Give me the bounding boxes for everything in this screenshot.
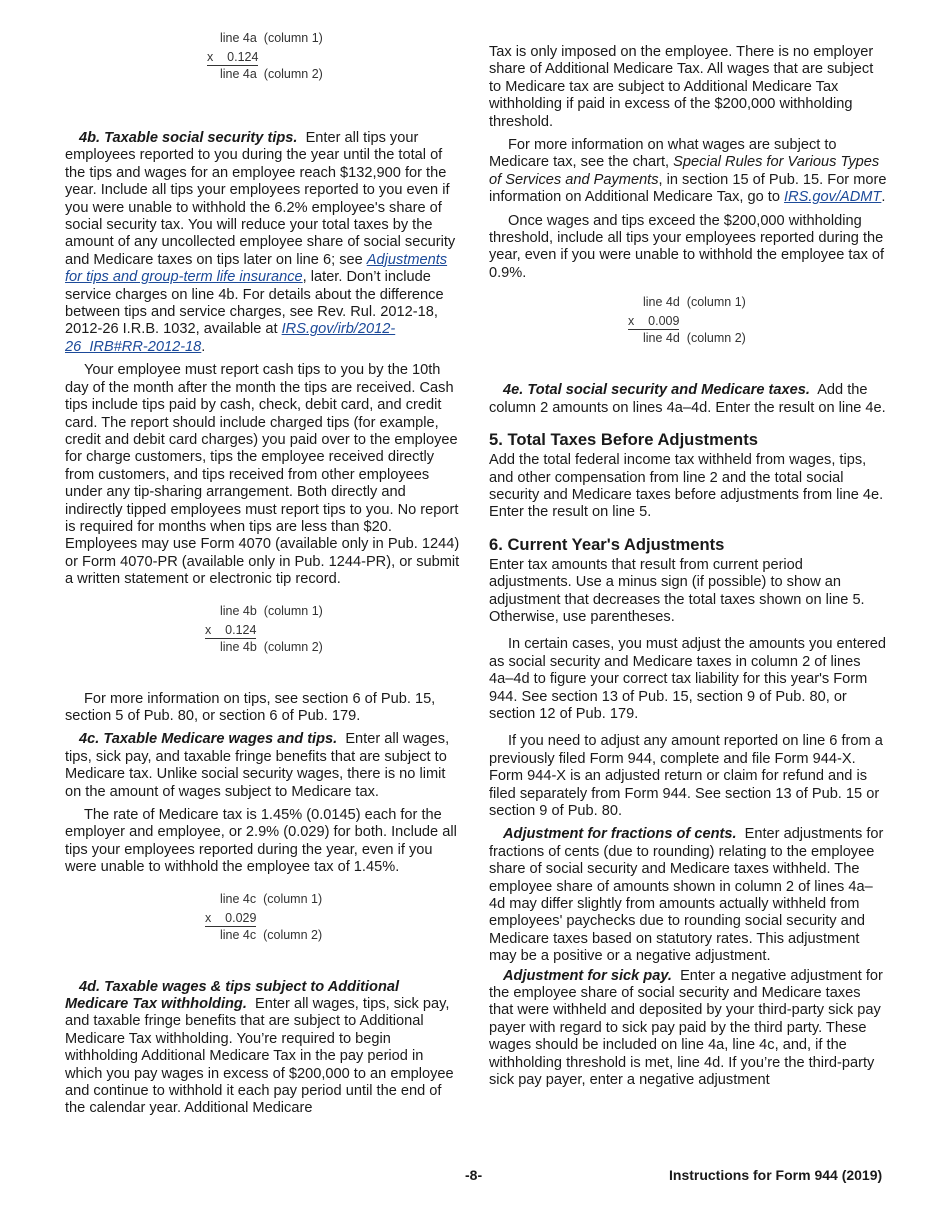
paragraph-cash-tips: Your employee must report cash tips to you by the 10th day of the month after the month the tips are received. Cash tips include tips paid by cash, check, debit card, and credit card. The report should include charged tips (for example, credit and debit card charges) you paid over to the employee for charge customers, tips the employee received directly from customers, and tips received from other employees under any tip-sharing arrangement. Both directly and indirectly tipped employees must report tips to you. No report is required for months when tips are less than $20. Employees may use Form 4070 (available only in Pub. 1244) or Form 4070-PR (available only in Pub. 1244-PR), or submit a written statement or electronic tip record. [65, 362, 460, 588]
paragraph-continued: Tax is only imposed on the employee. There is no employer share of Additional Medicare Tax. All wages that are subject to Medicare tax are subject to Additional Medicare Tax withholding if paid in excess of the $200,000 withholding threshold. [489, 44, 874, 130]
calc-line2: line 4c (column 2) [220, 927, 323, 942]
calc-4c [65, 891, 462, 953]
calc-multiplier: x 0.009 [628, 314, 680, 329]
link-irs-admt[interactable]: IRS.gov/ADMT [784, 189, 882, 206]
calc-multiplier: x 0.124 [205, 622, 257, 637]
paragraph-4b: 4b. Taxable social security tips. Enter all tips your employees reported to you during the year until the total of the tips and wages for an employee reach $132,900 for the year. Include all tips your employees reported to you even if you were unable to withhold the 6.2% employee's share of social security tax. You will reduce your total taxes by the amount of any uncollected employee share of social security and Medicare taxes on tips later on line 6; see Adjustments for tips and group-term life insurance, later. Don’t include service charges on line 4b. For details about the difference between tips and service charges, see Rev. Rul. 2012-18, 2012-26 I.R.B. 1032, available at IRS.gov/irb/2012-26_IRB#RR-2012-18. [65, 130, 456, 355]
calc-line1: line 4b (column 1) [220, 603, 323, 618]
paragraph-fractions-of-cents: Adjustment for fractions of cents. Enter adjustments for fractions of cents (due to rounding) relating to the employee share of social security and Medicare taxes withheld. The employee share of amounts shown in column 2 of lines 4a–4d may differ slightly from amounts actually withheld from employees' paychecks due to rounding social security and Medicare taxes based on statutory rates. This adjustment may be a positive or a negative adjustment. [489, 826, 884, 965]
paragraph-4e: 4e. Total social security and Medicare taxes. Add the column 2 amounts on lines 4a–4d. Enter the result on line 4e. [489, 382, 886, 416]
paragraph-4c: 4c. Taxable Medicare wages and tips. Enter all wages, tips, sick pay, and taxable fringe benefits that are subject to Medicare tax. Unlike social security wages, there is no limit on the amount of wages subject to Medicare tax. [65, 731, 450, 800]
link-irb-2012-26[interactable]: IRS.gov/irb/2012-26_IRB#RR-2012-18 [65, 321, 396, 355]
heading-section-6: 6. Current Year's Adjustments [489, 534, 725, 554]
calc-line2: line 4a (column 2) [220, 67, 323, 81]
paragraph-section-6: Enter tax amounts that result from current period adjustments. Use a minus sign (if possible) to show an adjustment that decreases the total taxes shown on line 5. Otherwise, use parentheses. [489, 556, 865, 625]
paragraph-4d: 4d. Taxable wages & tips subject to Additional Medicare Tax withholding. Enter all wages, tips, sick pay, and taxable fringe benefits that are subject to Additional Medicare Tax withholding. You’re required to begin withholding Additional Medicare Tax in the pay period in which you pay wages in excess of $200,000 to an employee and continue to withhold it each pay period until the end of the calendar year. Additional Medicare [65, 978, 454, 1117]
paragraph-once-wages: Once wages and tips exceed the $200,000 withholding threshold, include all tips your employees reported during the year, even if you were unable to withhold the employee tax of 0.9%. [489, 212, 885, 281]
document-title: Instructions for Form 944 (2019) [669, 1167, 883, 1183]
heading-section-5: 5. Total Taxes Before Adjustments [489, 430, 758, 450]
calc-line2: line 4d (column 2) [643, 331, 746, 346]
chart-title-reference: Special Rules for Various Types of Services and Payments [489, 154, 880, 188]
calc-line1: line 4c (column 1) [220, 891, 323, 906]
calc-4a [65, 30, 462, 92]
paragraph-certain-cases: In certain cases, you must adjust the amounts you entered as social security and Medicare taxes in column 2 of lines 4a–4d to figure your correct tax liability for this year's Form 944. See section 13 of Pub. 15, section 9 of Pub. 80, or section 12 of Pub. 179. [489, 636, 887, 722]
calc-line1: line 4d (column 1) [643, 295, 746, 310]
paragraph-944x: If you need to adjust any amount reported on line 6 from a previously filed Form 944, complete and file Form 944-X. Form 944-X is an adjusted return or claim for refund and is filed separately from Form 944. See section 13 of Pub. 15 or section 9 of Pub. 80. [489, 733, 883, 819]
paragraph-section-5: Add the total federal income tax withheld from wages, tips, and other compensation from line 2 and the total social security and Medicare taxes before adjustments from line 4e. Enter the result on line 5. [489, 452, 884, 521]
paragraph-more-tips: For more information on tips, see section 6 of Pub. 15, section 5 of Pub. 80, or section 6 of Pub. 179. [65, 690, 436, 724]
paragraph-more-info: For more information on what wages are subject to Medicare tax, see the chart, Special Rules for Various Types of Services and Payments, in section 15 of Pub. 15. For more information on Additional Medicare Tax, go to IRS.gov/ADMT. [489, 137, 887, 206]
calc-multiplier: x 0.124 [207, 50, 259, 64]
link-adjustments-tips[interactable]: Adjustments for tips and group-term life insurance [65, 251, 448, 286]
calc-line1: line 4a (column 1) [220, 31, 323, 45]
right-column [489, 44, 887, 1090]
calc-line2: line 4b (column 2) [220, 639, 323, 654]
paragraph-sick-pay: Adjustment for sick pay. Enter a negative adjustment for the employee share of social security and Medicare taxes that were withheld and deposited by your third-party sick pay payer with regard to sick pay paid by the third party. These wages should be included on line 4a, line 4c, and, if the withholding threshold is met, line 4d. If you’re the third-party sick pay payer, enter a negative adjustment [489, 967, 883, 1089]
calc-4d [489, 294, 887, 356]
page-number: -8- [465, 1167, 483, 1183]
calc-multiplier: x 0.029 [205, 910, 257, 925]
paragraph-medicare-rate: The rate of Medicare tax is 1.45% (0.0145) each for the employer and employee, or 2.9% (0.029) for both. Include all tips your employees reported during the year, even if you were unable to withhold the employee tax of 1.45%. [65, 807, 457, 876]
calc-4b [65, 603, 462, 665]
left-column [65, 30, 462, 1118]
